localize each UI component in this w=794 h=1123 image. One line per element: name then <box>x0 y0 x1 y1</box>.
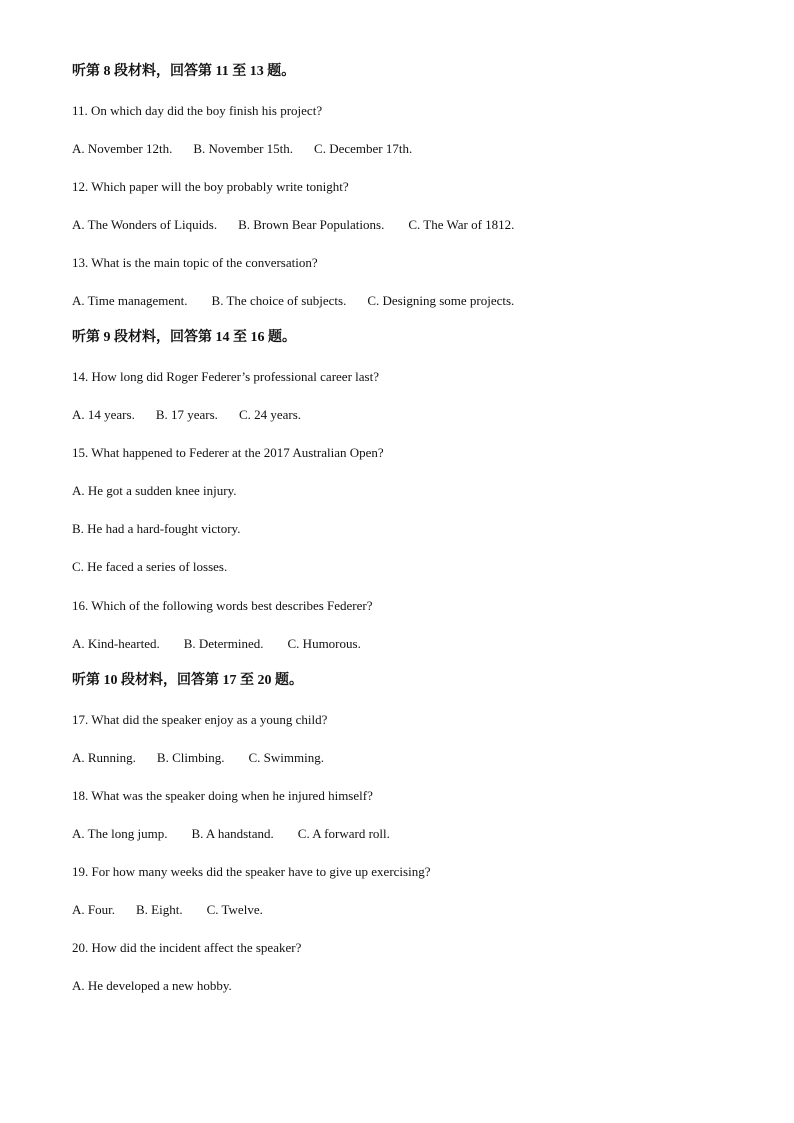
question-15-option-a: A. He got a sudden knee injury. <box>72 483 237 498</box>
question-12-option-a: A. The Wonders of Liquids. <box>72 217 218 232</box>
question-20-stem: 20. How did the incident affect the speaker? <box>72 940 302 955</box>
question-11-stem: 11. On which day did the boy finish his project? <box>72 103 323 118</box>
question-17-stem: 17. What did the speaker enjoy as a young child? <box>72 712 328 727</box>
question-13-option-a: A. Time management. <box>72 293 188 308</box>
question-14-options <box>72 407 301 423</box>
question-16-option-c: C. Humorous. <box>287 636 361 651</box>
question-12-option-b: B. Brown Bear Populations. <box>238 217 385 232</box>
question-11-option-c: C. December 17th. <box>314 141 413 156</box>
question-17-options <box>72 750 324 766</box>
question-14-option-c: C. 24 years. <box>238 407 302 422</box>
question-11-options <box>72 141 412 157</box>
question-14-option-b: B. 17 years. <box>155 407 218 422</box>
question-16-option-a: A. Kind-hearted. <box>72 636 160 651</box>
question-15-option-c: C. He faced a series of losses. <box>72 559 228 574</box>
question-18-options <box>72 826 390 842</box>
question-17-option-b: B. Climbing. <box>156 750 225 765</box>
question-19-option-a: A. Four. <box>72 902 115 917</box>
question-18-option-b: B. A handstand. <box>191 826 274 841</box>
question-16-option-b: B. Determined. <box>183 636 264 651</box>
question-15-stem: 15. What happened to Federer at the 2017 Australian Open? <box>72 445 384 460</box>
question-12-option-c: C. The War of 1812. <box>408 217 515 232</box>
question-13-options <box>72 293 514 309</box>
question-19-options <box>72 902 263 918</box>
section-10-heading: 听第 10 段材料，回答第 17 至 20 题。 <box>72 673 303 688</box>
question-11-option-a: A. November 12th. <box>72 141 173 156</box>
question-11-option-b: B. November 15th. <box>193 141 294 156</box>
question-14-stem: 14. How long did Roger Federer’s professional career last? <box>72 369 379 384</box>
question-17-option-a: A. Running. <box>72 750 136 765</box>
question-19-option-b: B. Eight. <box>135 902 183 917</box>
question-19-stem: 19. For how many weeks did the speaker have to give up exercising? <box>72 864 431 879</box>
section-9-heading: 听第 9 段材料，回答第 14 至 16 题。 <box>72 330 296 345</box>
question-13-option-b: B. The choice of subjects. <box>211 293 347 308</box>
question-13-stem: 13. What is the main topic of the conversation? <box>72 255 318 270</box>
question-18-stem: 18. What was the speaker doing when he injured himself? <box>72 788 373 803</box>
question-16-options <box>72 636 361 652</box>
question-16-stem: 16. Which of the following words best describes Federer? <box>72 598 373 613</box>
question-15-option-b: B. He had a hard-fought victory. <box>72 521 241 536</box>
question-17-option-c: C. Swimming. <box>248 750 324 765</box>
section-8-heading: 听第 8 段材料，回答第 11 至 13 题。 <box>72 64 296 79</box>
question-20-option-a: A. He developed a new hobby. <box>72 978 232 993</box>
question-13-option-c: C. Designing some projects. <box>367 293 515 308</box>
question-12-options <box>72 217 514 233</box>
question-18-option-a: A. The long jump. <box>72 826 168 841</box>
question-19-option-c: C. Twelve. <box>206 902 263 917</box>
question-18-option-c: C. A forward roll. <box>297 826 390 841</box>
question-12-stem: 12. Which paper will the boy probably write tonight? <box>72 179 349 194</box>
question-14-option-a: A. 14 years. <box>72 407 135 422</box>
